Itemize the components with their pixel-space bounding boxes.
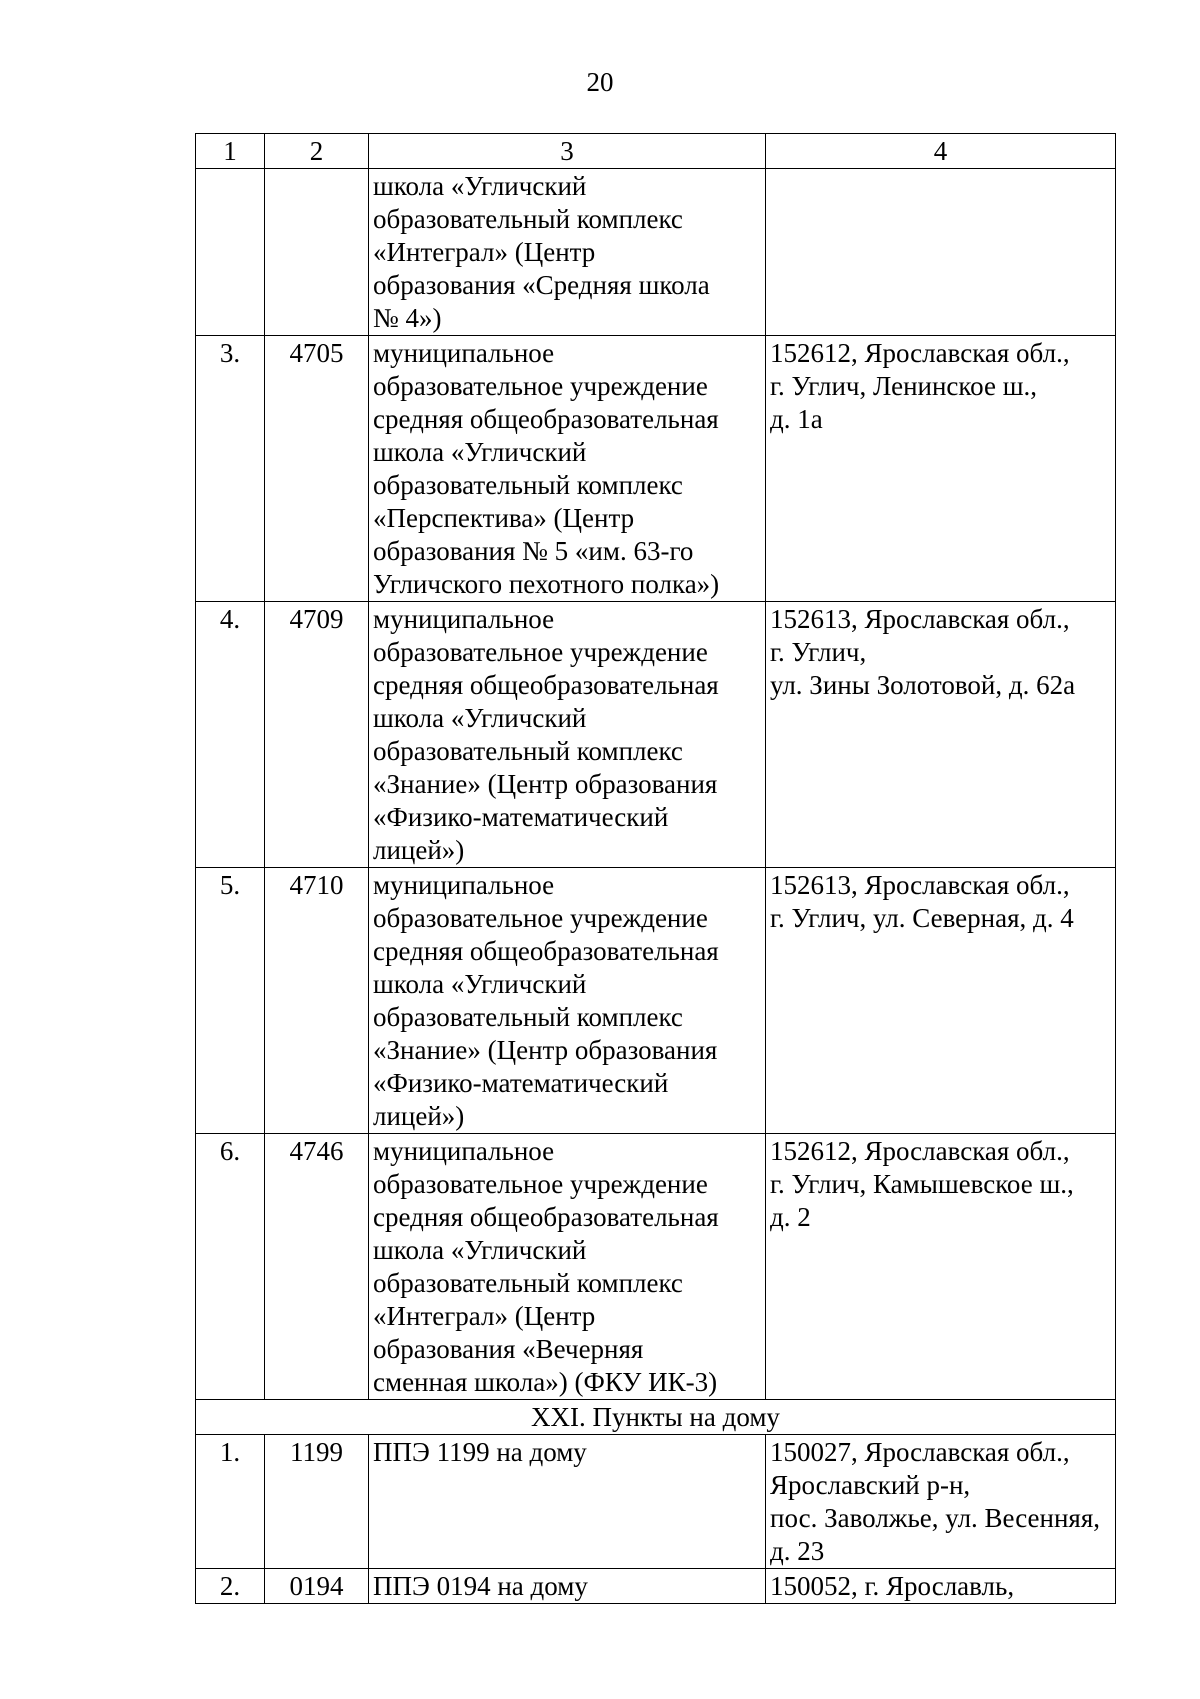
- column-header-4: 4: [766, 134, 1116, 169]
- address-cell: [766, 169, 1116, 336]
- table-row: [196, 868, 1116, 1134]
- row-number-cell: 2.: [196, 1569, 265, 1604]
- address-cell: 152613, Ярославская обл., г. Углич, ул. Зины Золотовой, д. 62а: [766, 602, 1116, 868]
- table-row: [196, 1134, 1116, 1400]
- address-cell: 150052, г. Ярославль,: [766, 1569, 1116, 1604]
- row-number-cell: 1.: [196, 1435, 265, 1569]
- ppe-code-cell: 0194: [265, 1569, 369, 1604]
- section-title: XXI. Пункты на дому: [196, 1400, 1116, 1435]
- address-cell: 152612, Ярославская обл., г. Углич, Ленинское ш., д. 1а: [766, 336, 1116, 602]
- table-row: [196, 602, 1116, 868]
- section-title-row: [196, 1400, 1116, 1435]
- institution-name-cell: ППЭ 0194 на дому: [369, 1569, 766, 1604]
- table-row-continuation: [196, 169, 1116, 336]
- row-number-cell: 3.: [196, 336, 265, 602]
- ppe-code-cell: 4705: [265, 336, 369, 602]
- table-row: [196, 1569, 1116, 1604]
- column-header-2: 2: [265, 134, 369, 169]
- address-cell: 152612, Ярославская обл., г. Углич, Камышевское ш., д. 2: [766, 1134, 1116, 1400]
- address-cell: 150027, Ярославская обл., Ярославский р-н, пос. Заволжье, ул. Весенняя, д. 23: [766, 1435, 1116, 1569]
- institution-name-cell: муниципальное образовательное учреждение средняя общеобразовательная школа «Угличский образовательный комплекс «Знание» (Центр образования «Физико-математический лицей»): [369, 602, 766, 868]
- schools-table: [195, 133, 1116, 1604]
- ppe-code-cell: 4746: [265, 1134, 369, 1400]
- row-number-cell: 5.: [196, 868, 265, 1134]
- institution-name-cell: ППЭ 1199 на дому: [369, 1435, 766, 1569]
- ppe-code-cell: 4709: [265, 602, 369, 868]
- row-number-cell: [196, 169, 265, 336]
- table-row: [196, 1435, 1116, 1569]
- address-cell: 152613, Ярославская обл., г. Углич, ул. Северная, д. 4: [766, 868, 1116, 1134]
- institution-name-cell: муниципальное образовательное учреждение средняя общеобразовательная школа «Угличский образовательный комплекс «Перспектива» (Центр образования № 5 «им. 63-го Угличского пехотного полка»): [369, 336, 766, 602]
- institution-name-cell: школа «Угличский образовательный комплекс «Интеграл» (Центр образования «Средняя школа № 4»): [369, 169, 766, 336]
- row-number-cell: 6.: [196, 1134, 265, 1400]
- institution-name-cell: муниципальное образовательное учреждение средняя общеобразовательная школа «Угличский образовательный комплекс «Интеграл» (Центр образования «Вечерняя сменная школа») (ФКУ ИК-3): [369, 1134, 766, 1400]
- ppe-code-cell: 1199: [265, 1435, 369, 1569]
- ppe-code-cell: [265, 169, 369, 336]
- table-header-row: [196, 134, 1116, 169]
- ppe-code-cell: 4710: [265, 868, 369, 1134]
- column-header-1: 1: [196, 134, 265, 169]
- institution-name-cell: муниципальное образовательное учреждение средняя общеобразовательная школа «Угличский образовательный комплекс «Знание» (Центр образования «Физико-математический лицей»): [369, 868, 766, 1134]
- row-number-cell: 4.: [196, 602, 265, 868]
- page-number: 20: [586, 67, 614, 97]
- table-row: [196, 336, 1116, 602]
- column-header-3: 3: [369, 134, 766, 169]
